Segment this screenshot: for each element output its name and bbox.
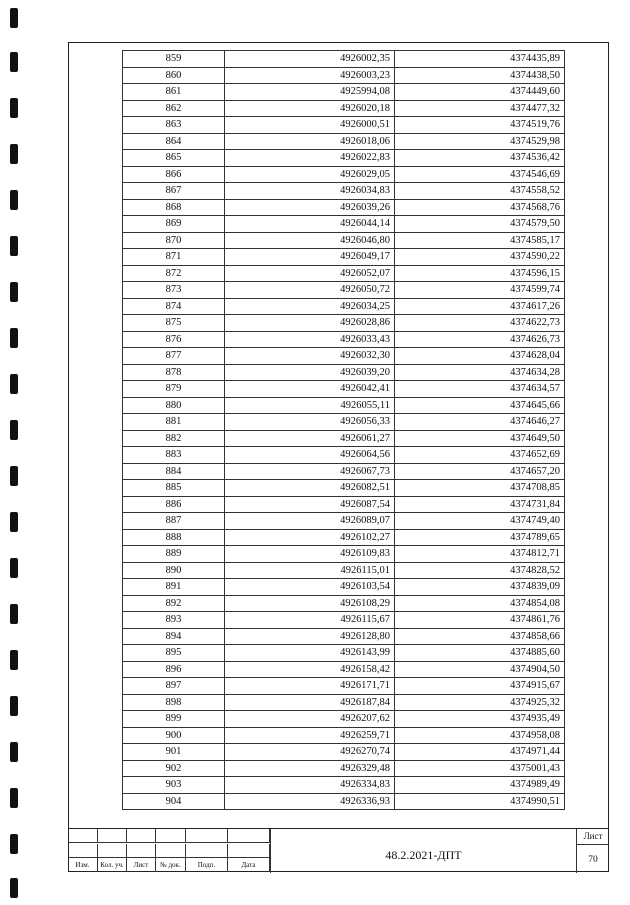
table-row — [123, 216, 565, 233]
x-coordinate-cell: 4926056,33 — [225, 414, 395, 431]
revision-cell — [98, 844, 127, 857]
x-coordinate-cell: 4926034,25 — [225, 298, 395, 315]
binding-hole — [10, 52, 18, 72]
point-number-cell: 895 — [123, 645, 225, 662]
y-coordinate-cell: 4374990,51 — [395, 793, 565, 810]
point-number-cell: 900 — [123, 727, 225, 744]
x-coordinate-cell: 4926003,23 — [225, 67, 395, 84]
x-coordinate-cell: 4926102,27 — [225, 529, 395, 546]
table-row — [123, 67, 565, 84]
point-number-cell: 861 — [123, 84, 225, 101]
point-number-cell: 860 — [123, 67, 225, 84]
title-block — [68, 828, 609, 872]
point-number-cell: 886 — [123, 496, 225, 513]
table-row — [123, 760, 565, 777]
x-coordinate-cell: 4926115,01 — [225, 562, 395, 579]
point-number-cell: 880 — [123, 397, 225, 414]
binding-hole — [10, 8, 18, 28]
revision-header-cell: № док. — [156, 858, 186, 872]
y-coordinate-cell: 4374885,60 — [395, 645, 565, 662]
table-row — [123, 579, 565, 596]
x-coordinate-cell: 4926050,72 — [225, 282, 395, 299]
y-coordinate-cell: 4374904,50 — [395, 661, 565, 678]
x-coordinate-cell: 4926329,48 — [225, 760, 395, 777]
table-row — [123, 414, 565, 431]
point-number-cell: 887 — [123, 513, 225, 530]
binding-hole — [10, 558, 18, 578]
binding-hole — [10, 878, 18, 898]
table-row — [123, 793, 565, 810]
point-number-cell: 888 — [123, 529, 225, 546]
y-coordinate-cell: 4374568,76 — [395, 199, 565, 216]
y-coordinate-cell: 4374646,27 — [395, 414, 565, 431]
table-row — [123, 529, 565, 546]
y-coordinate-cell: 4374617,26 — [395, 298, 565, 315]
y-coordinate-cell: 4374590,22 — [395, 249, 565, 266]
y-coordinate-cell: 4374854,08 — [395, 595, 565, 612]
table-row — [123, 199, 565, 216]
point-number-cell: 897 — [123, 678, 225, 695]
x-coordinate-cell: 4926187,84 — [225, 694, 395, 711]
y-coordinate-cell: 4374935,49 — [395, 711, 565, 728]
point-number-cell: 898 — [123, 694, 225, 711]
x-coordinate-cell: 4926029,05 — [225, 166, 395, 183]
y-coordinate-cell: 4374435,89 — [395, 51, 565, 68]
x-coordinate-cell: 4926082,51 — [225, 480, 395, 497]
revision-header-cell: Лист — [127, 858, 156, 872]
point-number-cell: 899 — [123, 711, 225, 728]
table-row — [123, 513, 565, 530]
table-row — [123, 480, 565, 497]
revision-row — [68, 858, 270, 872]
y-coordinate-cell: 4374599,74 — [395, 282, 565, 299]
table-row — [123, 744, 565, 761]
sheet-number: 70 — [588, 855, 598, 865]
table-row — [123, 298, 565, 315]
point-number-cell: 864 — [123, 133, 225, 150]
revision-cell — [186, 829, 228, 842]
point-number-cell: 894 — [123, 628, 225, 645]
y-coordinate-cell: 4374558,52 — [395, 183, 565, 200]
binding-hole — [10, 98, 18, 118]
x-coordinate-cell: 4926128,80 — [225, 628, 395, 645]
y-coordinate-cell: 4374529,98 — [395, 133, 565, 150]
binding-hole — [10, 328, 18, 348]
x-coordinate-cell: 4926270,74 — [225, 744, 395, 761]
point-number-cell: 878 — [123, 364, 225, 381]
point-number-cell: 904 — [123, 793, 225, 810]
x-coordinate-cell: 4926334,83 — [225, 777, 395, 794]
table-row — [123, 727, 565, 744]
point-number-cell: 868 — [123, 199, 225, 216]
y-coordinate-cell: 4374438,50 — [395, 67, 565, 84]
table-row — [123, 678, 565, 695]
x-coordinate-cell: 4926103,54 — [225, 579, 395, 596]
point-number-cell: 883 — [123, 447, 225, 464]
y-coordinate-cell: 4374449,60 — [395, 84, 565, 101]
y-coordinate-cell: 4374839,09 — [395, 579, 565, 596]
point-number-cell: 902 — [123, 760, 225, 777]
y-coordinate-cell: 4374626,73 — [395, 331, 565, 348]
x-coordinate-cell: 4926055,11 — [225, 397, 395, 414]
y-coordinate-cell: 4374971,44 — [395, 744, 565, 761]
binding-hole — [10, 144, 18, 164]
point-number-cell: 869 — [123, 216, 225, 233]
coordinates-table — [122, 50, 565, 810]
x-coordinate-cell: 4926115,67 — [225, 612, 395, 629]
table-row — [123, 777, 565, 794]
point-number-cell: 859 — [123, 51, 225, 68]
y-coordinate-cell: 4374634,57 — [395, 381, 565, 398]
revision-cell — [127, 829, 156, 842]
y-coordinate-cell: 4374828,52 — [395, 562, 565, 579]
y-coordinate-cell: 4374649,50 — [395, 430, 565, 447]
point-number-cell: 890 — [123, 562, 225, 579]
table-row — [123, 711, 565, 728]
x-coordinate-cell: 4926089,07 — [225, 513, 395, 530]
y-coordinate-cell: 4374622,73 — [395, 315, 565, 332]
y-coordinate-cell: 4374861,76 — [395, 612, 565, 629]
binding-hole — [10, 604, 18, 624]
table-row — [123, 331, 565, 348]
table-row — [123, 232, 565, 249]
x-coordinate-cell: 4926109,83 — [225, 546, 395, 563]
x-coordinate-cell: 4926000,51 — [225, 117, 395, 134]
x-coordinate-cell: 4926143,99 — [225, 645, 395, 662]
point-number-cell: 870 — [123, 232, 225, 249]
sheet-box — [576, 829, 609, 873]
table-row — [123, 661, 565, 678]
table-row — [123, 84, 565, 101]
y-coordinate-cell: 4374628,04 — [395, 348, 565, 365]
revision-cell — [127, 844, 156, 857]
y-coordinate-cell: 4374958,08 — [395, 727, 565, 744]
x-coordinate-cell: 4926028,86 — [225, 315, 395, 332]
y-coordinate-cell: 4374749,40 — [395, 513, 565, 530]
y-coordinate-cell: 4375001,43 — [395, 760, 565, 777]
x-coordinate-cell: 4926108,29 — [225, 595, 395, 612]
y-coordinate-cell: 4374652,69 — [395, 447, 565, 464]
y-coordinate-cell: 4374579,50 — [395, 216, 565, 233]
x-coordinate-cell: 4926049,17 — [225, 249, 395, 266]
revision-cell — [98, 829, 127, 842]
y-coordinate-cell: 4374585,17 — [395, 232, 565, 249]
y-coordinate-cell: 4374657,20 — [395, 463, 565, 480]
binding-hole — [10, 834, 18, 854]
point-number-cell: 877 — [123, 348, 225, 365]
table-row — [123, 183, 565, 200]
y-coordinate-cell: 4374546,69 — [395, 166, 565, 183]
x-coordinate-cell: 4926067,73 — [225, 463, 395, 480]
table-row — [123, 265, 565, 282]
revision-cell — [186, 844, 228, 857]
point-number-cell: 892 — [123, 595, 225, 612]
document-code: 48.2.2021-ДПТ — [270, 829, 576, 873]
x-coordinate-cell: 4926044,14 — [225, 216, 395, 233]
y-coordinate-cell: 4374645,66 — [395, 397, 565, 414]
y-coordinate-cell: 4374708,85 — [395, 480, 565, 497]
point-number-cell: 865 — [123, 150, 225, 167]
revision-header-cell: Дата — [228, 858, 270, 872]
table-row — [123, 166, 565, 183]
revision-header-cell: Кол. уч. — [98, 858, 127, 872]
binding-hole — [10, 236, 18, 256]
x-coordinate-cell: 4926052,07 — [225, 265, 395, 282]
point-number-cell: 881 — [123, 414, 225, 431]
y-coordinate-cell: 4374812,71 — [395, 546, 565, 563]
table-row — [123, 463, 565, 480]
y-coordinate-cell: 4374519,76 — [395, 117, 565, 134]
point-number-cell: 885 — [123, 480, 225, 497]
revision-header-cell: Изм. — [68, 858, 98, 872]
y-coordinate-cell: 4374915,67 — [395, 678, 565, 695]
point-number-cell: 891 — [123, 579, 225, 596]
revision-cell — [156, 829, 186, 842]
x-coordinate-cell: 4926171,71 — [225, 678, 395, 695]
x-coordinate-cell: 4926259,71 — [225, 727, 395, 744]
table-row — [123, 546, 565, 563]
binding-hole — [10, 696, 18, 716]
table-row — [123, 628, 565, 645]
binding-holes — [0, 0, 40, 905]
revision-header-cell: Подп. — [186, 858, 228, 872]
table-row — [123, 397, 565, 414]
point-number-cell: 872 — [123, 265, 225, 282]
table-row — [123, 612, 565, 629]
binding-hole — [10, 788, 18, 808]
x-coordinate-cell: 4926032,30 — [225, 348, 395, 365]
table-row — [123, 348, 565, 365]
point-number-cell: 884 — [123, 463, 225, 480]
y-coordinate-cell: 4374858,66 — [395, 628, 565, 645]
binding-hole — [10, 650, 18, 670]
table-row — [123, 117, 565, 134]
revision-row — [68, 844, 270, 858]
table-row — [123, 595, 565, 612]
binding-hole — [10, 466, 18, 486]
x-coordinate-cell: 4926034,83 — [225, 183, 395, 200]
point-number-cell: 867 — [123, 183, 225, 200]
table-row — [123, 381, 565, 398]
table-row — [123, 150, 565, 167]
y-coordinate-cell: 4374731,84 — [395, 496, 565, 513]
table-row — [123, 364, 565, 381]
table-row — [123, 430, 565, 447]
x-coordinate-cell: 4926087,54 — [225, 496, 395, 513]
y-coordinate-cell: 4374989,49 — [395, 777, 565, 794]
x-coordinate-cell: 4926039,20 — [225, 364, 395, 381]
revision-row — [68, 829, 270, 843]
point-number-cell: 876 — [123, 331, 225, 348]
table-row — [123, 100, 565, 117]
point-number-cell: 871 — [123, 249, 225, 266]
binding-hole — [10, 282, 18, 302]
point-number-cell: 889 — [123, 546, 225, 563]
x-coordinate-cell: 4926022,83 — [225, 150, 395, 167]
revision-cell — [156, 844, 186, 857]
binding-hole — [10, 420, 18, 440]
x-coordinate-cell: 4926018,06 — [225, 133, 395, 150]
point-number-cell: 882 — [123, 430, 225, 447]
x-coordinate-cell: 4926002,35 — [225, 51, 395, 68]
point-number-cell: 879 — [123, 381, 225, 398]
y-coordinate-cell: 4374477,32 — [395, 100, 565, 117]
point-number-cell: 901 — [123, 744, 225, 761]
point-number-cell: 875 — [123, 315, 225, 332]
binding-hole — [10, 190, 18, 210]
sheet-label: Лист — [577, 829, 609, 845]
y-coordinate-cell: 4374536,42 — [395, 150, 565, 167]
x-coordinate-cell: 4926033,43 — [225, 331, 395, 348]
table-row — [123, 51, 565, 68]
table-row — [123, 645, 565, 662]
point-number-cell: 874 — [123, 298, 225, 315]
table-row — [123, 249, 565, 266]
x-coordinate-cell: 4926020,18 — [225, 100, 395, 117]
point-number-cell: 896 — [123, 661, 225, 678]
y-coordinate-cell: 4374634,28 — [395, 364, 565, 381]
y-coordinate-cell: 4374789,65 — [395, 529, 565, 546]
y-coordinate-cell: 4374925,32 — [395, 694, 565, 711]
table-row — [123, 496, 565, 513]
x-coordinate-cell: 4926336,93 — [225, 793, 395, 810]
binding-hole — [10, 742, 18, 762]
revision-cell — [228, 844, 270, 857]
x-coordinate-cell: 4926207,62 — [225, 711, 395, 728]
point-number-cell: 903 — [123, 777, 225, 794]
point-number-cell: 862 — [123, 100, 225, 117]
point-number-cell: 866 — [123, 166, 225, 183]
y-coordinate-cell: 4374596,15 — [395, 265, 565, 282]
point-number-cell: 893 — [123, 612, 225, 629]
revision-cell — [68, 829, 98, 842]
x-coordinate-cell: 4926039,26 — [225, 199, 395, 216]
point-number-cell: 873 — [123, 282, 225, 299]
x-coordinate-cell: 4926042,41 — [225, 381, 395, 398]
table-row — [123, 282, 565, 299]
x-coordinate-cell: 4926046,80 — [225, 232, 395, 249]
table-row — [123, 447, 565, 464]
binding-hole — [10, 374, 18, 394]
point-number-cell: 863 — [123, 117, 225, 134]
table-row — [123, 315, 565, 332]
table-row — [123, 562, 565, 579]
table-row — [123, 694, 565, 711]
revision-cell — [68, 844, 98, 857]
binding-hole — [10, 512, 18, 532]
x-coordinate-cell: 4926064,56 — [225, 447, 395, 464]
x-coordinate-cell: 4925994,08 — [225, 84, 395, 101]
x-coordinate-cell: 4926158,42 — [225, 661, 395, 678]
revision-cell — [228, 829, 270, 842]
x-coordinate-cell: 4926061,27 — [225, 430, 395, 447]
table-row — [123, 133, 565, 150]
